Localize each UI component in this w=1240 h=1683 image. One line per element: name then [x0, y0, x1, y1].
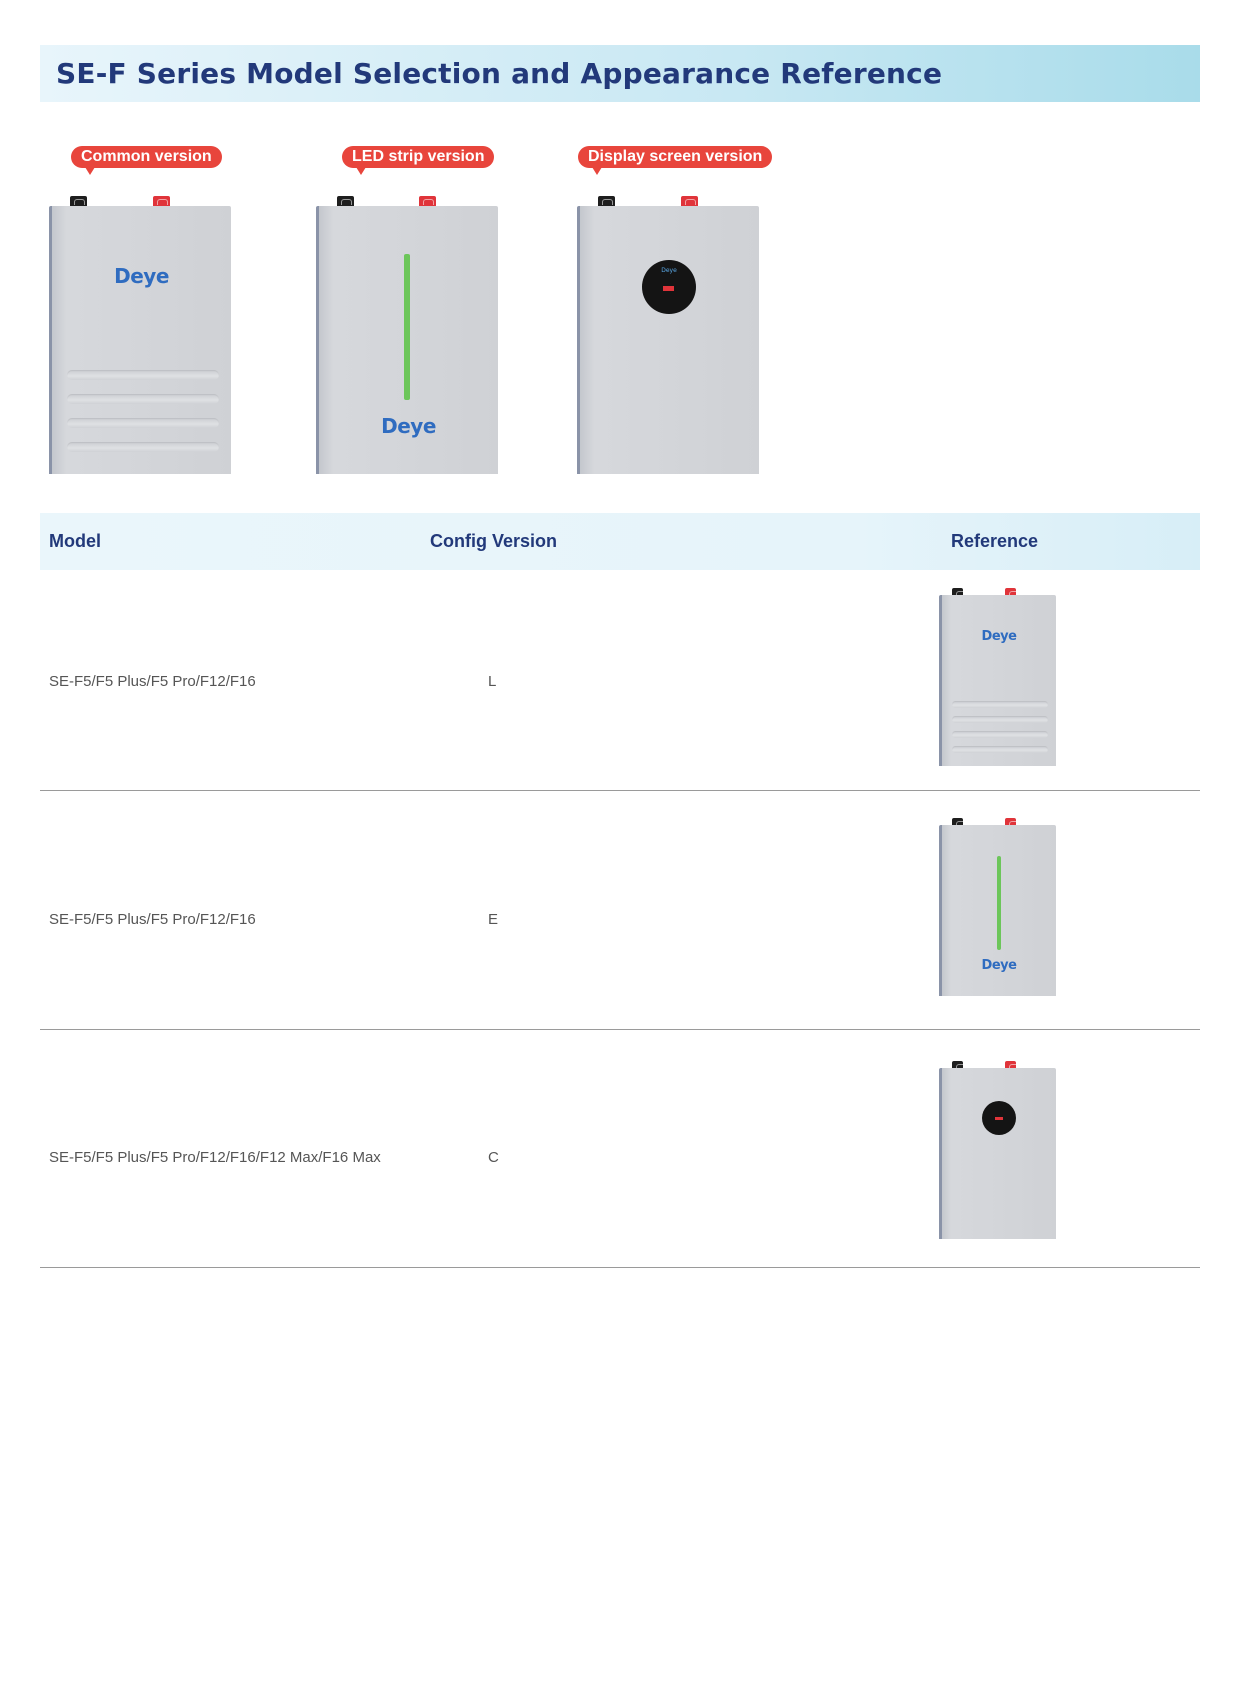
title-banner — [40, 45, 1200, 102]
negative-terminal-icon — [598, 196, 615, 206]
config-cell: C — [488, 1149, 499, 1166]
positive-terminal-icon — [1005, 1061, 1016, 1068]
vent-slot — [67, 370, 219, 380]
negative-terminal-icon — [952, 588, 963, 595]
reference-battery-image-display-screen — [939, 1061, 1056, 1239]
reference-battery-image-led-strip — [939, 818, 1056, 996]
reference-battery-image-common — [939, 588, 1056, 766]
negative-terminal-icon — [952, 1061, 963, 1068]
common-version-battery-image — [49, 196, 231, 474]
display-screen-version-battery-image — [577, 196, 759, 474]
battery-casing — [577, 206, 759, 474]
deye-logo: Deye — [981, 629, 1017, 644]
deye-logo: Deye — [981, 958, 1017, 973]
battery-casing — [49, 206, 231, 474]
battery-casing — [939, 595, 1056, 766]
battery-casing — [316, 206, 498, 474]
deye-logo: Deye — [381, 414, 436, 438]
config-cell: E — [488, 911, 499, 928]
display-screen — [982, 1101, 1016, 1135]
row-divider — [40, 1267, 1200, 1268]
vent-slot — [952, 716, 1048, 723]
negative-terminal-icon — [70, 196, 87, 206]
positive-terminal-icon — [153, 196, 170, 206]
vent-slot — [952, 731, 1048, 738]
model-cell: SE-F5/F5 Plus/F5 Pro/F12/F16/F12 Max/F16 Max — [49, 1149, 381, 1166]
led-strip — [404, 254, 410, 400]
vent-slot — [952, 746, 1048, 753]
model-cell: SE-F5/F5 Plus/F5 Pro/F12/F16 — [49, 911, 256, 928]
display-screen — [642, 260, 696, 314]
battery-casing — [939, 1068, 1056, 1239]
row-divider — [40, 1029, 1200, 1030]
page-title: SE-F Series Model Selection and Appearance Reference — [56, 57, 943, 90]
table-header — [40, 513, 1200, 570]
positive-terminal-icon — [419, 196, 436, 206]
battery-casing — [939, 825, 1056, 996]
display-screen-version-tag: Display screen version — [578, 146, 772, 168]
positive-terminal-icon — [1005, 818, 1016, 825]
led-strip-version-tag: LED strip version — [342, 146, 494, 168]
config-cell: L — [488, 673, 497, 690]
led-strip-version-battery-image — [316, 196, 498, 474]
led-strip — [997, 856, 1001, 950]
display-brand-text: Deye — [661, 267, 677, 274]
model-cell: SE-F5/F5 Plus/F5 Pro/F12/F16 — [49, 673, 256, 690]
display-indicator-icon — [663, 286, 674, 291]
negative-terminal-icon — [952, 818, 963, 825]
positive-terminal-icon — [681, 196, 698, 206]
vent-slot — [952, 701, 1048, 708]
positive-terminal-icon — [1005, 588, 1016, 595]
reference-column-header: Reference — [951, 531, 1039, 551]
vent-slot — [67, 394, 219, 404]
row-divider — [40, 790, 1200, 791]
negative-terminal-icon — [337, 196, 354, 206]
config-version-column-header: Config Version — [430, 531, 558, 551]
deye-logo: Deye — [114, 264, 169, 288]
vent-slot — [67, 418, 219, 428]
model-column-header: Model — [49, 531, 101, 551]
display-indicator-icon — [995, 1117, 1003, 1120]
common-version-tag: Common version — [71, 146, 222, 168]
vent-slot — [67, 442, 219, 452]
